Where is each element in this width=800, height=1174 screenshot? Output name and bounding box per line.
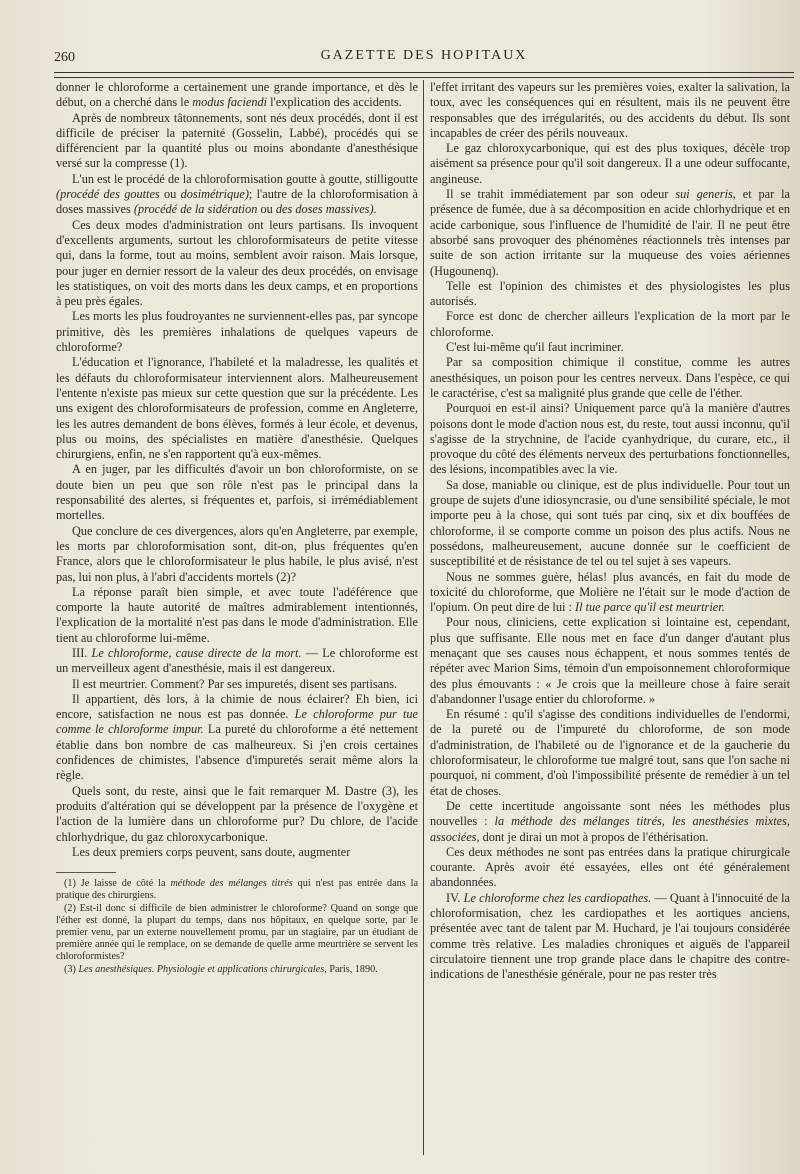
footnote-rule <box>56 872 116 873</box>
footnote: (3) Les anesthésiques. Physiologie et applications chirurgicales, Paris, 1890. <box>64 963 378 975</box>
paragraph: Force est donc de chercher ailleurs l'explication de la mort par le chloroforme. <box>430 309 790 339</box>
paragraph: La réponse paraît bien simple, et avec toute l'adéférence que comporte la haute autorité de maîtres admirablement intentionnés, l'explication de la mortalité n'est pas dans le mode d'administration. Elle tient au chloroforme lui-même. <box>56 584 418 645</box>
paragraph: A en juger, par les difficultés d'avoir un bon chloroformiste, on se doute bien un peu que son rôle n'est pas le principal dans la responsabilité des alertes, si fréquentes et, parfois, si irrémédiablement mortelles. <box>56 462 418 523</box>
paragraph: Les deux premiers corps peuvent, sans doute, augmenter <box>72 844 351 859</box>
section-heading-paragraph: III. Le chloroforme, cause directe de la mort. — Le chloroforme est un merveilleux agent d'anesthésie, mais il est dangereux. <box>56 645 418 676</box>
footnote: (1) Je laisse de côté la méthode des mélanges titrés qui n'est pas entrée dans la pratique des chirurgiens. <box>56 878 418 902</box>
paragraph: Nous ne sommes guère, hélas! plus avancés, en fait du mode de toxicité du chloroforme, que Molière ne l'était sur le mode d'action de l'opium. On peut dire de lui : Il tue parce qu'il est meurtrier. <box>430 569 790 615</box>
paragraph: Ces deux modes d'administration ont leurs partisans. Ils invoquent d'excellents arguments, surtout les chloroformisateurs de petite vitesse qui, dans la forme, tout au moins, semblent avoir raison. Mais lorsque, pour juger en dernier ressort de la valeur des deux procédés, on envisage les statistiques, on voit des morts dans les deux camps, et en proportions à peu près égales. <box>56 217 418 309</box>
paragraph: L'un est le procédé de la chloroformisation goutte à goutte, stilligoutte (procédé des gouttes ou dosimétrique); l'autre de la chloroformisation à doses massives (procédé de la sidération ou des doses massives). <box>56 171 419 217</box>
paragraph: Par sa composition chimique il constitue, comme les autres anesthésiques, un poison pour les centres nerveux. Dans l'espèce, ce qui le caractérise, c'est sa malignité plus grande que celle de l'éther. <box>430 355 790 400</box>
paragraph: Il se trahit immédiatement par son odeur sui generis, et par la présence de fumée, due à sa décomposition en acide chlorhydrique et en acide carbonique, sous l'influence de l'humidité de l'air. Il ne peut être absorbé sans provoquer des phénomènes réactionnels très intenses par suite de son action irritante sur la muqueuse des voies aériennes (Hugounenq). <box>430 187 791 278</box>
paragraph: Pourquoi en est-il ainsi? Uniquement parce qu'à la manière d'autres poisons dont le mode d'action nous est, du reste, tout aussi inconnu, qu'il s'agisse de la strychnine, de l'acide cyanhydrique, du curare, etc., il provoque du côté des éléments nerveux des perturbations fonctionnelles, des lésions, incompatibles avec la vie. <box>430 401 790 477</box>
paragraph: Pour nous, cliniciens, cette explication si lointaine est, cependant, plus que suffisante. Elle nous met en face d'un danger d'autant plus menaçant que ses causes nous échappent, et nous sommes tentés de répéter avec Marion Sims, témoin d'un empoisonnement chloroformique des plus émouvants : « Je crois que la meilleure chose à faire serait d'abandonner l'usage entier du chloroforme. » <box>430 615 790 706</box>
footnotes <box>56 878 418 976</box>
paragraph: Les morts les plus foudroyantes ne surviennent-elles pas, par syncope primitive, dès les premières inhalations de quelques vapeurs de chloroforme? <box>56 309 418 355</box>
column-divider <box>423 80 424 1155</box>
paragraph: donner le chloroforme a certainement une grande importance, et dès le début, on a cherché dans le modus faciendi l'explication des accidents. <box>56 80 418 110</box>
paragraph: Ces deux méthodes ne sont pas entrées dans la pratique chirurgicale courante. Après avoir été essayées, elles ont été généralement abandonnées. <box>430 844 790 890</box>
paragraph: Telle est l'opinion des chimistes et des physiologistes les plus autorisés. <box>430 278 790 309</box>
paragraph: Il appartient, dès lors, à la chimie de nous éclairer? Eh bien, ici encore, satisfaction ne nous est pas donnée. Le chloroforme pur tue comme le chloroforme impur. La pureté du chloroforme a été nettement établie dans bon nombre de cas malheureux. Si j'en crois certaines confidences de chimistes, l'absence d'impuretés serait même alors la règle. <box>56 691 419 783</box>
section-heading-paragraph: IV. Le chloroforme chez les cardiopathes. — Quant à l'innocuité de la chloroformisation, chez les cardiopathes et les aortiques anciens, présentée avec tant de talent par M. Huchard, je l'ai toujours considérée comme très relative. Les maladies chroniques et aiguës de l'appareil circulatoire tiennent une trop grande place dans le chapitre des contre-indications de l'anesthésie générale, pour ne pas rester très <box>430 890 790 982</box>
paragraph: Le gaz chloroxycarbonique, qui est des plus toxiques, décèle trop aisément sa présence pour qu'il soit dangereux. Il a une odeur suffocante, angineuse. <box>430 141 790 186</box>
header-rule <box>54 72 794 78</box>
paragraph: Quels sont, du reste, ainsi que le fait remarquer M. Dastre (3), les produits d'altération qui se développent par la présence de l'oxygène et l'action de la lumière dans un chloroforme pur? Du chlore, de l'acide chlorhydrique, du gaz chloroxycarbonique. <box>56 783 418 844</box>
left-column <box>56 80 418 976</box>
paragraph: Sa dose, maniable ou clinique, est de plus individuelle. Pour tout un groupe de sujets d'une idiosyncrasie, ou d'une sensibilité spéciale, le mot importe peu à la chose, qui sont tués par cinq, six et dix bouffées de chloroforme, il se comporte comme un poison des plus actifs. Nous ne possédons, malheureusement, aucune donnée sur le coefficient de susceptibilité et de résistance de tel ou tel sujet à ses vapeurs. <box>430 477 790 569</box>
journal-title: GAZETTE DES HOPITAUX <box>320 48 528 63</box>
page-number: 260 <box>54 50 75 65</box>
paragraph: De cette incertitude angoissante sont nées les méthodes plus nouvelles : la méthode des mélanges titrés, les anesthésies mixtes, associées, dont je dirai un mot à propos de l'éthérisation. <box>430 798 790 844</box>
right-column <box>430 80 790 983</box>
paragraph: En résumé : qu'il s'agisse des conditions individuelles de l'endormi, de la pureté ou de l'impureté du chloroforme, de son mode d'administration, de l'habileté ou de l'ignorance et de la gaucherie du chloroformisateur, le chloroforme tue malgré tout, sans que l'on sache ni pourquoi, ni comment, d'où l'impossibilité présente de remédier à un tel état de choses. <box>430 707 790 798</box>
paragraph: C'est lui-même qu'il faut incriminer. <box>446 340 624 355</box>
footnote: (2) Est-il donc si difficile de bien administrer le chloroforme? Quand on songe que l'éther est donné, la plupart du temps, dans nos hôpitaux, en quelque sorte, par le premier venu, par un externe nouvellement promu, par un stagiaire, par un étudiant de première année qui le remplace, on se demande de quelle arme meurtrière se servent les chloroformistes? <box>56 902 418 963</box>
paragraph: Que conclure de ces divergences, alors qu'en Angleterre, par exemple, les morts par chloroformisation sont, dit-on, plus fréquentes qu'en France, alors que le chloroformisateur le plus habile, le plus avisé, n'est pas, lui non plus, à l'abri d'accidents mortels (2)? <box>56 523 418 584</box>
page-header <box>54 44 794 70</box>
paragraph: Il est meurtrier. Comment? Par ses impuretés, disent ses partisans. <box>72 676 398 691</box>
paragraph: l'effet irritant des vapeurs sur les premières voies, exalter la salivation, la toux, avec les conséquences qui en résultent, mais ils ne peuvent être responsables que des irrégularités, ou des accidents du début. Ils sont incapables de créer des périls nouveaux. <box>430 80 790 140</box>
paragraph: Après de nombreux tâtonnements, sont nés deux procédés, dont il est difficile de préciser la paternité (Gosselin, Labbé), procédés qui se différencient par la quantité plus ou moins abondante d'anesthésique versé sur la compresse (1). <box>56 110 418 171</box>
paragraph: L'éducation et l'ignorance, l'habileté et la maladresse, les qualités et les défauts du chloroformisateur interviennent alors. Malheureusement l'entente n'existe pas mieux sur cette question que sur la précédente. Les uns exigent des chloroformisateurs de profession, comme en Angleterre, les les autres demandent de bons élèves, formés à leur école, et devenus, plus ou moins, des spécialistes en matière d'anesthésie. Quelques chirurgiens, enfin, ne s'en rapportent qu'à eux-mêmes. <box>56 355 418 462</box>
